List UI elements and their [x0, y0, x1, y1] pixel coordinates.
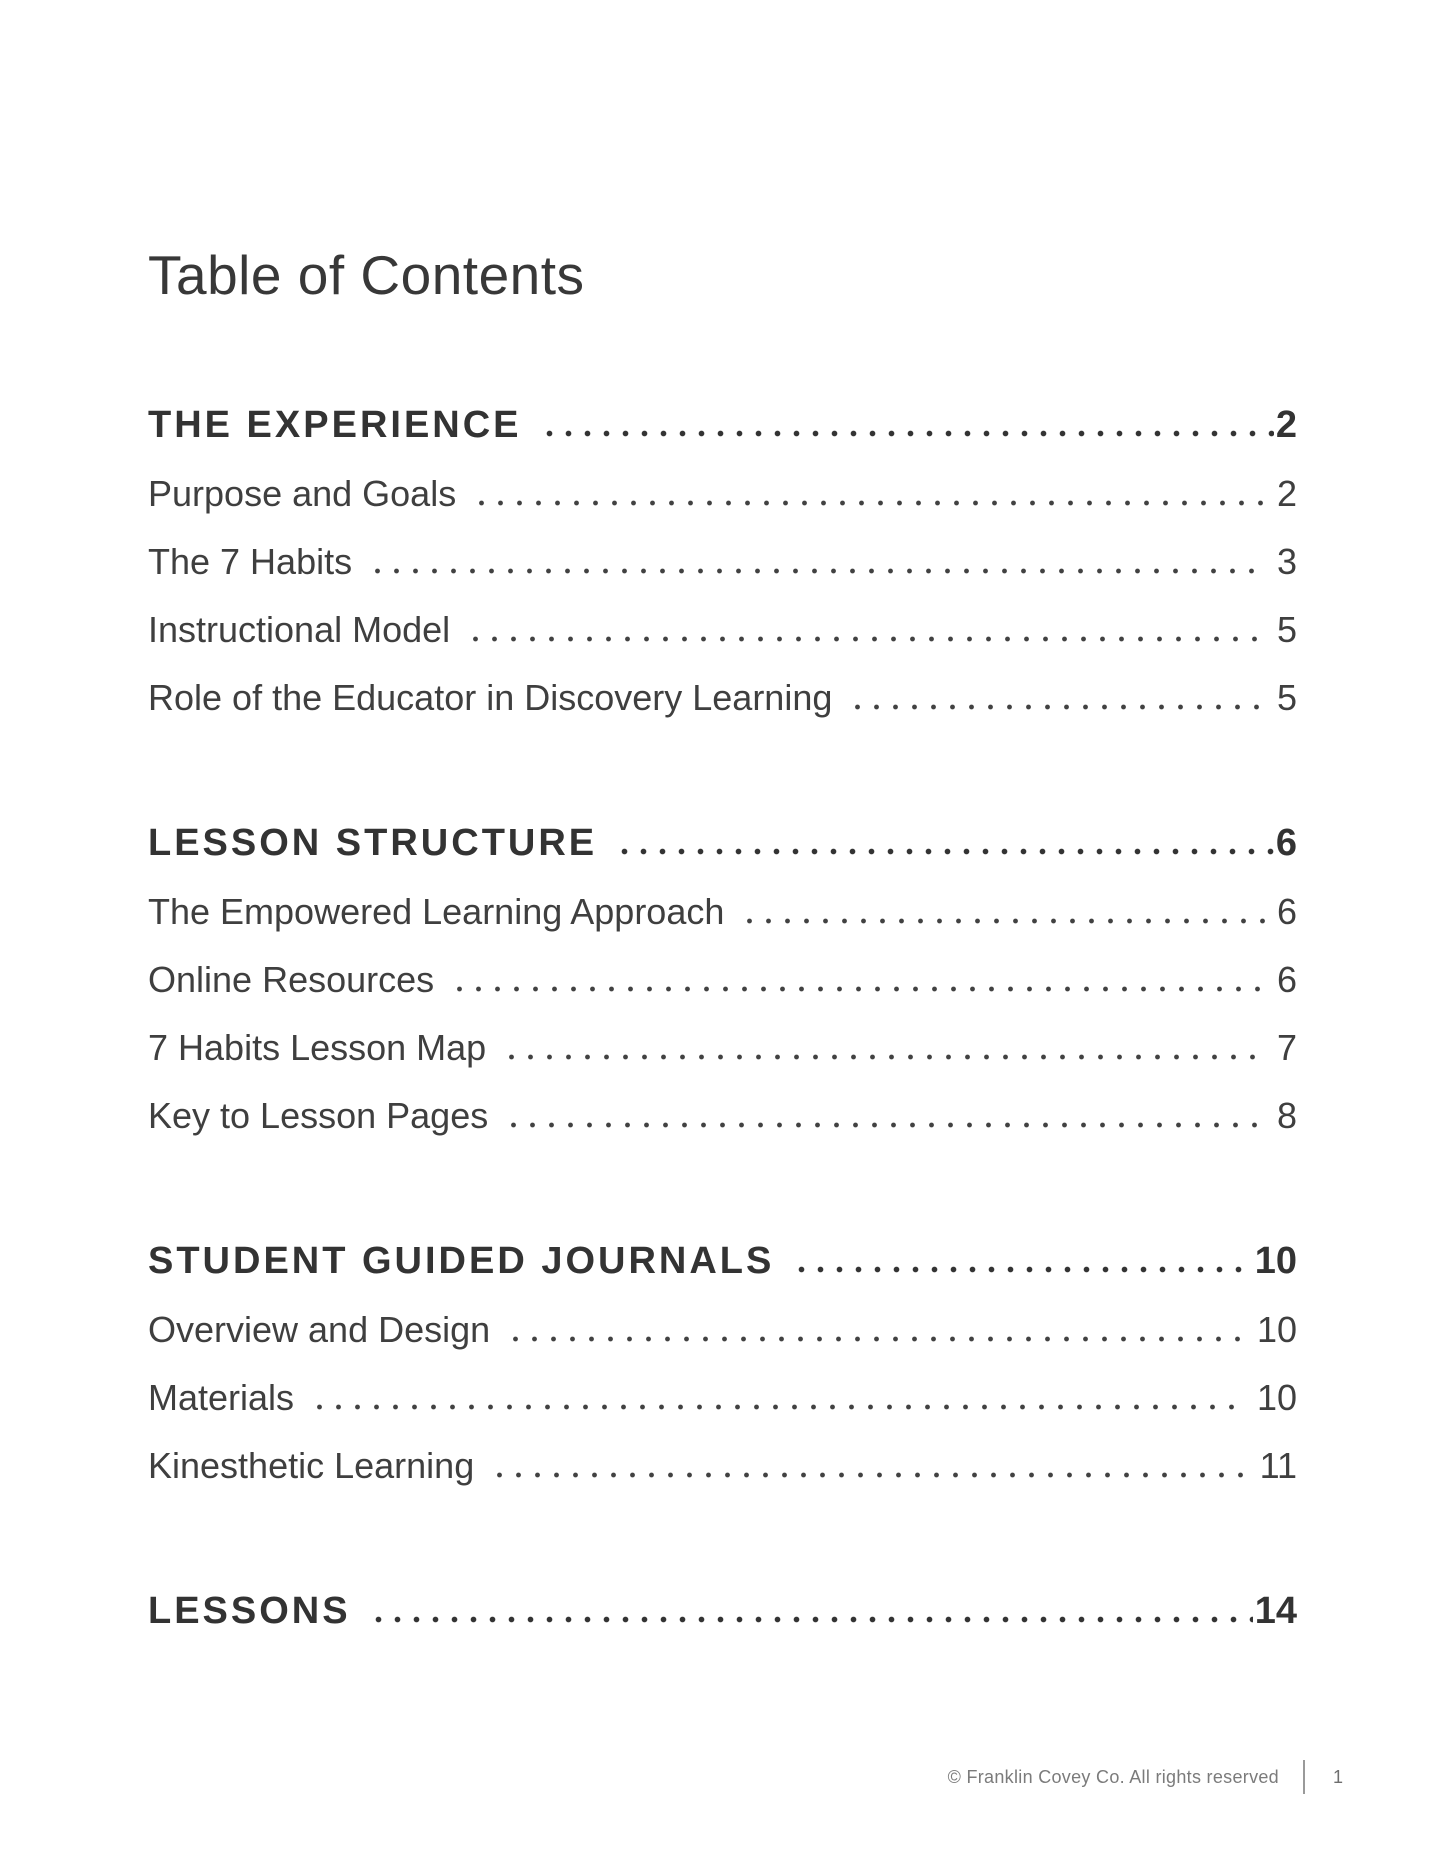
toc-entry[interactable]: [148, 892, 1297, 932]
toc-entry-page: 2: [1276, 473, 1297, 514]
toc-section-heading-label: LESSON STRUCTURE: [148, 822, 598, 864]
toc-section-heading-label: LESSONS: [148, 1590, 351, 1632]
dot-leader: [788, 1266, 1252, 1273]
dot-leader: [536, 430, 1274, 437]
dot-leader: [611, 848, 1274, 855]
toc-entry[interactable]: [148, 678, 1297, 718]
dot-leader: [486, 1472, 1249, 1478]
toc-entry[interactable]: [148, 1378, 1297, 1418]
toc-entry-label: Overview and Design: [148, 1309, 491, 1350]
toc-section: [148, 1239, 1297, 1486]
toc-entry[interactable]: [148, 1096, 1297, 1136]
dot-leader: [498, 1054, 1267, 1060]
toc-entry-page: 3: [1276, 541, 1297, 582]
toc-entry-page: 11: [1259, 1445, 1297, 1486]
toc-section-heading[interactable]: [148, 1589, 1297, 1633]
toc-entry-label: Purpose and Goals: [148, 473, 457, 514]
toc-entry-label: Key to Lesson Pages: [148, 1095, 489, 1136]
page-footer: [948, 1760, 1345, 1794]
toc-entry[interactable]: [148, 1446, 1297, 1486]
toc-entry-page: 6: [1276, 959, 1297, 1000]
toc-entry-label: Role of the Educator in Discovery Learning: [148, 677, 833, 718]
toc-section-heading-label: THE EXPERIENCE: [148, 404, 522, 446]
dot-leader: [844, 704, 1267, 710]
toc-section: [148, 403, 1297, 718]
toc-entry[interactable]: [148, 474, 1297, 514]
toc-section-heading[interactable]: [148, 821, 1297, 865]
toc-entry[interactable]: [148, 610, 1297, 650]
toc-entry-label: Materials: [148, 1377, 295, 1418]
toc-entry-label: Kinesthetic Learning: [148, 1445, 475, 1486]
page-title: Table of Contents: [148, 244, 585, 306]
toc-entry-label: Instructional Model: [148, 609, 451, 650]
footer-divider: [1303, 1760, 1305, 1794]
toc-entry-page: 10: [1256, 1309, 1297, 1350]
toc-entry[interactable]: [148, 960, 1297, 1000]
toc-entry-label: The Empowered Learning Approach: [148, 891, 725, 932]
toc-section-heading-page: 10: [1254, 1240, 1297, 1282]
toc-section-heading-page: 14: [1254, 1590, 1297, 1632]
toc-entry-page: 5: [1276, 677, 1297, 718]
toc-entry[interactable]: [148, 542, 1297, 582]
toc-entry[interactable]: [148, 1310, 1297, 1350]
toc-section-heading-page: 6: [1275, 822, 1297, 864]
dot-leader: [502, 1336, 1247, 1342]
toc-entry-page: 8: [1276, 1095, 1297, 1136]
dot-leader: [446, 986, 1267, 992]
dot-leader: [364, 568, 1267, 574]
toc-section-heading-label: STUDENT GUIDED JOURNALS: [148, 1240, 775, 1282]
toc-entry-page: 10: [1256, 1377, 1297, 1418]
dot-leader: [468, 500, 1267, 506]
dot-leader: [462, 636, 1267, 642]
toc-section: [148, 1589, 1297, 1633]
toc-list: [148, 403, 1297, 1633]
toc-section-heading[interactable]: [148, 403, 1297, 447]
toc-entry-label: 7 Habits Lesson Map: [148, 1027, 487, 1068]
dot-leader: [365, 1616, 1253, 1623]
toc-section-heading[interactable]: [148, 1239, 1297, 1283]
toc-entry[interactable]: [148, 1028, 1297, 1068]
toc-section: [148, 821, 1297, 1136]
dot-leader: [306, 1404, 1247, 1410]
copyright-text: © Franklin Covey Co. All rights reserved: [947, 1766, 1279, 1787]
toc-entry-page: 7: [1276, 1027, 1297, 1068]
toc-entry-page: 6: [1276, 891, 1297, 932]
toc-entry-label: Online Resources: [148, 959, 435, 1000]
toc-entry-page: 5: [1276, 609, 1297, 650]
dot-leader: [500, 1122, 1267, 1128]
page-number: 1: [1332, 1766, 1343, 1787]
toc-entry-label: The 7 Habits: [148, 541, 353, 582]
dot-leader: [736, 918, 1267, 924]
toc-section-heading-page: 2: [1275, 404, 1297, 446]
